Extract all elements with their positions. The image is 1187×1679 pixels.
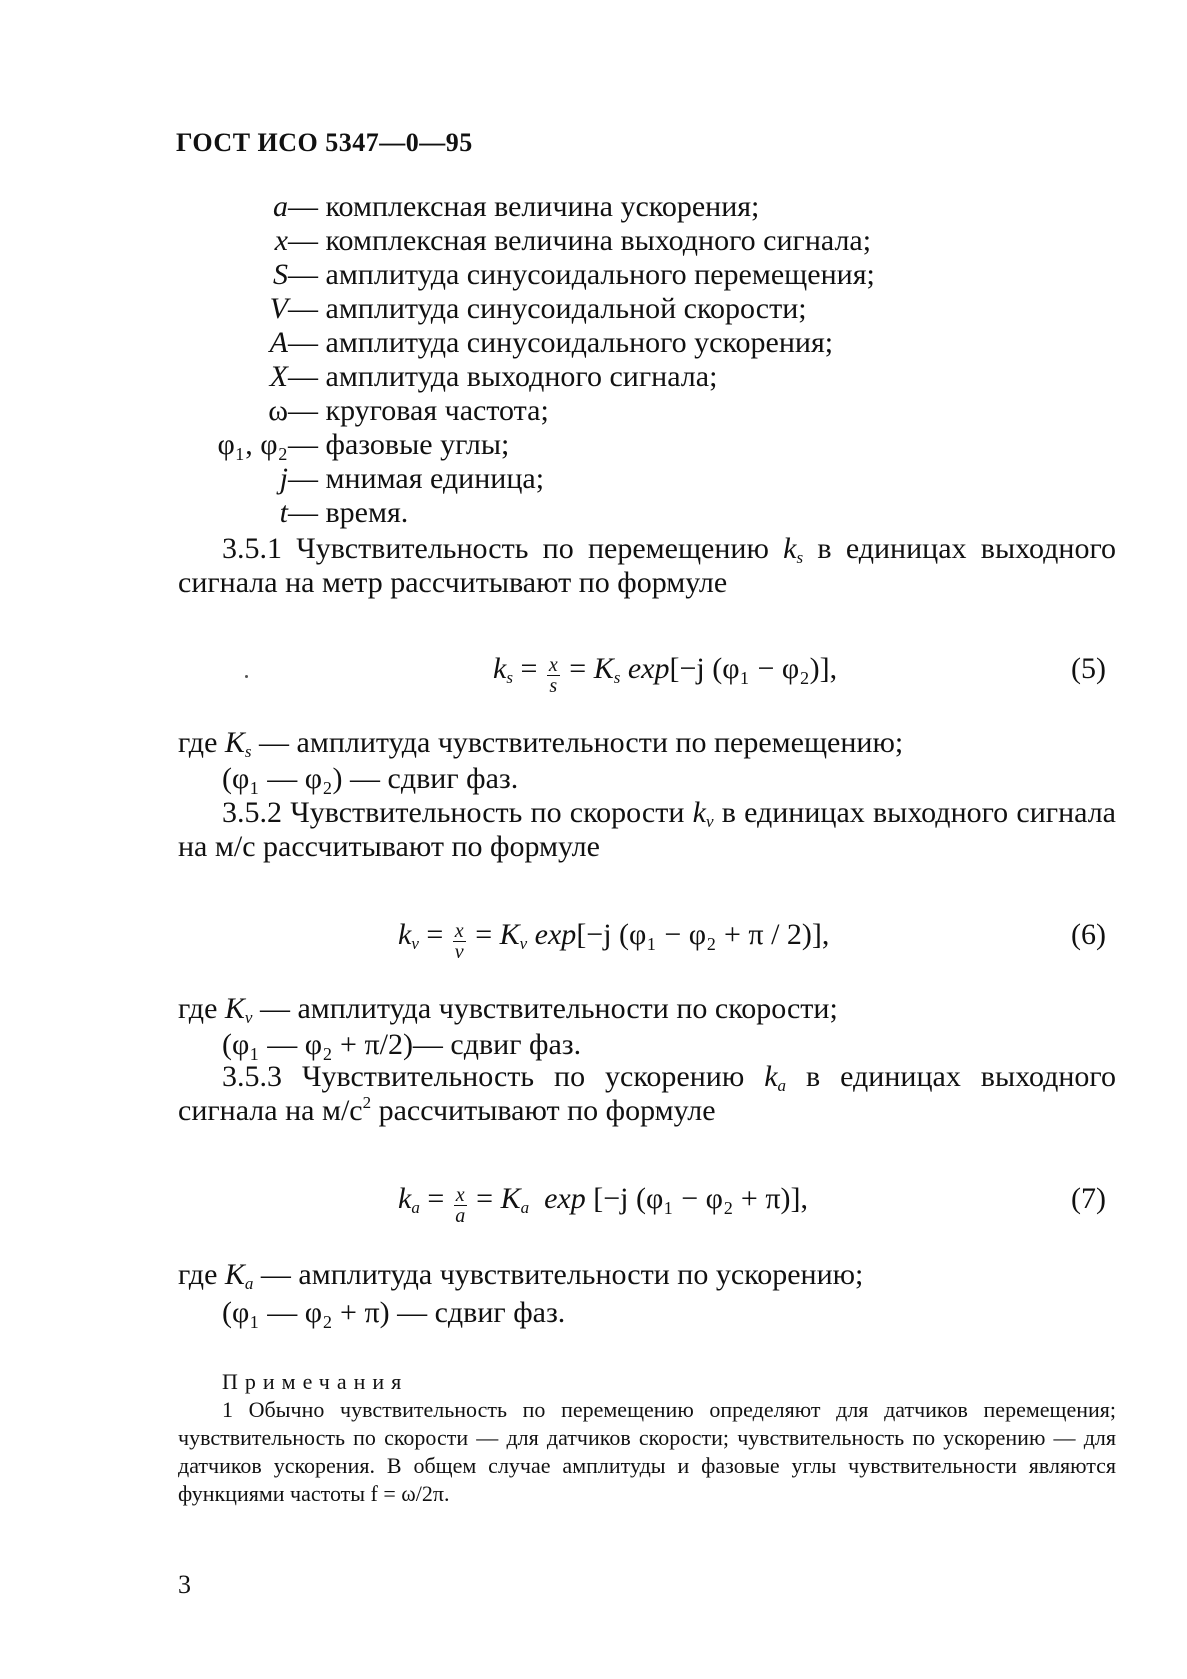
formula-expression: [−j (φ₁ − φ₂ + π / 2)], xyxy=(576,918,830,951)
symbol: K xyxy=(224,1258,245,1291)
formula-lhs: k xyxy=(493,652,507,685)
formula-lhs-sub: a xyxy=(411,1198,420,1217)
subscript: s xyxy=(244,742,252,761)
definition-symbol: x xyxy=(274,224,288,257)
definition-row xyxy=(176,462,1116,496)
fraction-numerator: x xyxy=(454,920,464,942)
formula-lhs: k xyxy=(398,918,412,951)
formula-5: $k_s$ = $\frac{x}{s}$ = $K_s$ exp[−j (φ₁ − φ₂)], (5) xyxy=(493,652,1106,697)
definition-row xyxy=(176,326,1116,360)
subscript: a xyxy=(777,1076,787,1095)
definition-symbol: a xyxy=(273,190,288,223)
document-header: ГОСТ ИСО 5347—0—95 xyxy=(176,128,473,157)
subscript: v xyxy=(244,1008,253,1027)
definition-row xyxy=(176,394,1116,428)
symbol: k xyxy=(783,532,797,565)
formula-lhs: k xyxy=(398,1182,412,1215)
formula-fraction xyxy=(453,921,466,962)
page-number: 3 xyxy=(178,1570,191,1599)
section-number: 3.5.1 xyxy=(222,532,282,565)
paragraph-text: Чувствительность по перемещению xyxy=(282,532,784,565)
where-prefix: где xyxy=(178,726,225,759)
where-6-line-1 xyxy=(178,992,838,1026)
fraction-denominator: a xyxy=(455,1205,466,1227)
formula-6: $k_v$ = $\frac{x}{v}$ = $K_v$ exp[−j (φ₁ − φ₂ + π / 2)], (6) xyxy=(398,918,1106,963)
definition-symbol: j xyxy=(279,462,288,495)
definition-symbol: V xyxy=(269,292,288,325)
definition-row xyxy=(176,224,1116,258)
formula-coef-sub: s xyxy=(613,668,621,687)
formula-fraction xyxy=(454,1185,467,1226)
formula-fraction xyxy=(547,655,560,696)
definition-text: — комплексная величина выходного сигнала; xyxy=(288,224,872,257)
symbol: k xyxy=(692,796,706,829)
formula-exp: exp xyxy=(534,918,577,951)
definition-text: — круговая частота; xyxy=(288,394,549,427)
fraction-numerator: x xyxy=(455,1184,465,1206)
section-number: 3.5.3 xyxy=(222,1060,282,1093)
formula-coef: K xyxy=(499,918,520,951)
formula-coef: K xyxy=(593,652,614,685)
notes-title: Примечания xyxy=(222,1369,409,1394)
definition-row xyxy=(176,360,1116,394)
paragraph-text: в единицах выходного сигнала на м/с рассчитывают по формуле xyxy=(178,796,1116,863)
fraction-numerator: x xyxy=(548,654,558,676)
definition-symbol: X xyxy=(269,360,288,393)
formula-coef: K xyxy=(500,1182,521,1215)
formula-exp: exp xyxy=(627,652,670,685)
definition-text: — фазовые углы; xyxy=(288,428,510,461)
paragraph-text: Чувствительность по скорости xyxy=(282,796,693,829)
definition-row xyxy=(176,258,1116,292)
definition-text: — мнимая единица; xyxy=(288,462,545,495)
section-3-5-3-paragraph xyxy=(178,1060,1116,1128)
where-6-line-2: (φ₁ — φ₂ + π/2)— сдвиг фаз. xyxy=(222,1028,582,1061)
definition-symbol: t xyxy=(279,496,288,529)
formula-expression: [−j (φ₁ − φ₂ + π)], xyxy=(593,1182,808,1215)
subscript: s xyxy=(796,548,804,567)
superscript: 2 xyxy=(362,1093,372,1112)
notes-block xyxy=(178,1368,1116,1508)
paragraph-text: в единицах выходного сигнала на метр рассчитывают по формуле xyxy=(178,532,1116,599)
paragraph-text: в единицах выходного сигнала на м/с xyxy=(178,1060,1116,1127)
section-number: 3.5.2 xyxy=(222,796,282,829)
definition-text: — амплитуда синусоидального ускорения; xyxy=(288,326,834,359)
formula-number: (6) xyxy=(1071,918,1106,951)
where-prefix: где xyxy=(178,1258,225,1291)
fraction-denominator: s xyxy=(549,675,558,697)
symbol: K xyxy=(224,992,245,1025)
definition-row xyxy=(176,292,1116,326)
symbol: k xyxy=(764,1060,778,1093)
definition-symbol: ω xyxy=(268,394,288,427)
formula-lhs-sub: v xyxy=(411,934,419,953)
definition-symbol: S xyxy=(273,258,288,291)
where-text: — амплитуда чувствительности по ускорению; xyxy=(253,1258,864,1291)
symbol-definitions xyxy=(176,190,1116,530)
formula-exp: exp xyxy=(544,1182,586,1215)
definition-row xyxy=(176,496,1116,530)
fraction-denominator: v xyxy=(454,941,464,963)
where-5-line-1 xyxy=(178,726,903,760)
definition-row xyxy=(176,190,1116,224)
section-3-5-2-paragraph xyxy=(178,796,1116,864)
formula-number: (5) xyxy=(1071,652,1106,685)
definition-text: — амплитуда выходного сигнала; xyxy=(288,360,718,393)
where-text: — амплитуда чувствительности по перемещению; xyxy=(251,726,904,759)
subscript: v xyxy=(705,812,714,831)
formula-coef-sub: v xyxy=(519,934,528,953)
definition-symbol: A xyxy=(269,326,288,359)
where-7-line-2: (φ₁ — φ₂ + π) — сдвиг фаз. xyxy=(222,1296,566,1329)
where-text: — амплитуда чувствительности по скорости; xyxy=(252,992,838,1025)
where-7-line-1 xyxy=(178,1258,863,1292)
formula-number: (7) xyxy=(1071,1182,1106,1215)
where-prefix: где xyxy=(178,992,225,1025)
formula-expression: [−j (φ₁ − φ₂)], xyxy=(669,652,838,685)
formula-coef-sub: a xyxy=(520,1198,530,1217)
definition-text: — амплитуда синусоидальной скорости; xyxy=(288,292,807,325)
formula-7: $k_a$ = $\frac{x}{a}$ = $K_a$ exp [−j (φ₁ − φ₂ + π)], (7) xyxy=(398,1182,1106,1227)
where-5-line-2: (φ₁ — φ₂) — сдвиг фаз. xyxy=(222,762,519,795)
section-3-5-1-paragraph xyxy=(178,532,1116,600)
definition-text: — комплексная величина ускорения; xyxy=(288,190,760,223)
definition-row xyxy=(176,428,1116,462)
notes-text: 1 Обычно чувствительность по перемещению определяют для датчиков перемещения; чувствительность по скорости — для датчиков скорости; чувствительность по ускорению — для датчиков ускорения. В общем случае амплитуды и фазовые углы чувствительности являются функциями частоты f = ω/2π. xyxy=(178,1397,1116,1506)
formula-lhs-sub: s xyxy=(506,668,513,687)
definition-text: — амплитуда синусоидального перемещения; xyxy=(288,258,875,291)
paragraph-text: Чувствительность по ускорению xyxy=(282,1060,765,1093)
symbol: K xyxy=(224,726,245,759)
definition-text: — время. xyxy=(288,496,409,529)
definition-symbol: φ₁, φ₂ xyxy=(217,428,288,461)
subscript: a xyxy=(244,1274,254,1293)
paragraph-text: рассчитывают по формуле xyxy=(371,1094,716,1127)
